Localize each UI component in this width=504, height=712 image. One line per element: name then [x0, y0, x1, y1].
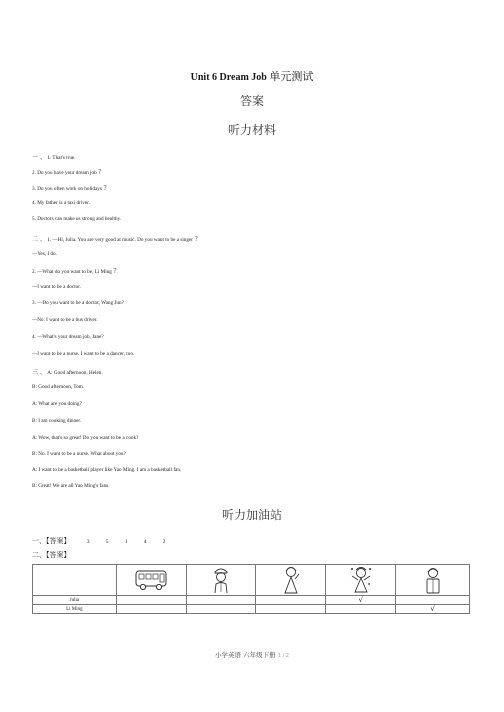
part3-line-5: A: Wow, that's so great! Do you want to be a cook?: [32, 435, 139, 441]
picture-row: [33, 565, 470, 596]
part3-line-1: 三 、 A: Good afternoon, Helen.: [32, 369, 103, 376]
part1-line-4: 4. My father is a taxi driver.: [32, 200, 90, 206]
part3-line-8: B: Great! We are all Yao Ming's fans.: [32, 483, 110, 489]
check-cell: [186, 605, 256, 614]
check-cell: [116, 605, 186, 614]
answer-number: 5: [105, 539, 109, 545]
check-cell: [396, 596, 470, 605]
check-cell: [256, 596, 326, 605]
dancer-icon: [349, 565, 373, 595]
answer-number: 4: [143, 539, 147, 545]
table-row: [33, 596, 470, 605]
part2-line-8: —I want to be a nurse. I want to be a dancer, too.: [32, 351, 135, 357]
part1-line-2: 2. Do you have your dream job ?: [32, 168, 102, 176]
empty-header-cell: [33, 565, 117, 596]
part3-line-7: A: I want to be a basketball player like Yao Ming. I am a basketball fan.: [32, 467, 182, 473]
page-number: 1 / 2: [277, 653, 289, 659]
bus-driver-icon: [211, 565, 231, 595]
bus-icon: [134, 568, 168, 592]
dancer-cell: [326, 565, 396, 596]
check-mark: √: [358, 596, 363, 604]
part3-line-6: B: No. I want to be a nurse. What about you?: [32, 451, 126, 457]
check-cell: [186, 596, 256, 605]
part3-line-2: B: Good afternoon, Tom.: [32, 384, 85, 390]
question-mark: ?: [194, 235, 199, 243]
check-cell: [326, 605, 396, 614]
page-footer: [0, 650, 504, 659]
doctor-cell: [396, 565, 470, 596]
part2-line-5: 3. —Do you want to be a doctor, Wang Jun?: [32, 300, 124, 306]
doctor-icon: [423, 565, 443, 595]
answers-heading: 答案: [239, 94, 264, 108]
booster-section-2-label: 二、【答案】: [32, 551, 71, 559]
answer-table: [32, 564, 470, 614]
part2-line-6: —No. I want to be a bus driver.: [32, 317, 98, 323]
part2-line-3: 2. —What do you want to be, Li Ming ?: [32, 267, 117, 275]
title-chinese: 单元测试: [269, 70, 314, 83]
part2-line-2: —Yes, I do.: [32, 251, 57, 257]
part3-line-3: A: What are you doing?: [32, 401, 82, 407]
check-cell: [326, 596, 396, 605]
row-name: Julia: [33, 596, 117, 605]
part1-line-3: 3. Do you often work on holidays ?: [32, 184, 107, 192]
singer-cell: [256, 565, 326, 596]
answer-number: 1: [124, 539, 128, 545]
part2-line-4: —I want to be a doctor.: [32, 284, 81, 290]
bus-driver-cell: [186, 565, 256, 596]
title-english: Unit 6 Dream Job: [190, 72, 267, 83]
question-mark: ?: [113, 267, 117, 275]
question-mark: ?: [97, 168, 102, 176]
singer-icon: [281, 565, 301, 595]
row-name: Li Ming: [33, 605, 117, 614]
answer-number: 2: [162, 539, 166, 545]
part3-line-4: B: I am cooking dinner.: [32, 418, 82, 424]
booster-section-1: [32, 536, 165, 546]
question-mark: ?: [103, 184, 107, 192]
part1-line-1: 一 、 1. That's true.: [32, 154, 76, 161]
part1-line-5: 5. Doctors can make us strong and healthy.: [32, 216, 122, 222]
part2-line-7: 4. —What's your dream job, Jane?: [32, 334, 104, 340]
part1-label: 一 、: [32, 154, 46, 161]
check-cell: [116, 596, 186, 605]
part2-line-1: 二 、 1. —Hi, Julia. You are very good at music. Do you want to be a singer ?: [32, 235, 199, 243]
table-row: [33, 605, 470, 614]
booster-heading: 听力加油站: [221, 508, 282, 522]
bus-cell: [116, 565, 186, 596]
listening-material-heading: 听力材料: [227, 123, 276, 137]
section-1-label: 一、【答案】: [32, 537, 71, 545]
check-cell: [256, 605, 326, 614]
footer-text: 小学英语 六年级下册: [215, 651, 276, 659]
answer-number: 3: [86, 539, 90, 545]
document-title: [0, 68, 504, 84]
part3-label: 三 、: [32, 369, 46, 376]
check-mark: √: [430, 605, 435, 613]
part2-label: 二 、: [32, 236, 46, 243]
check-cell: [396, 605, 470, 614]
